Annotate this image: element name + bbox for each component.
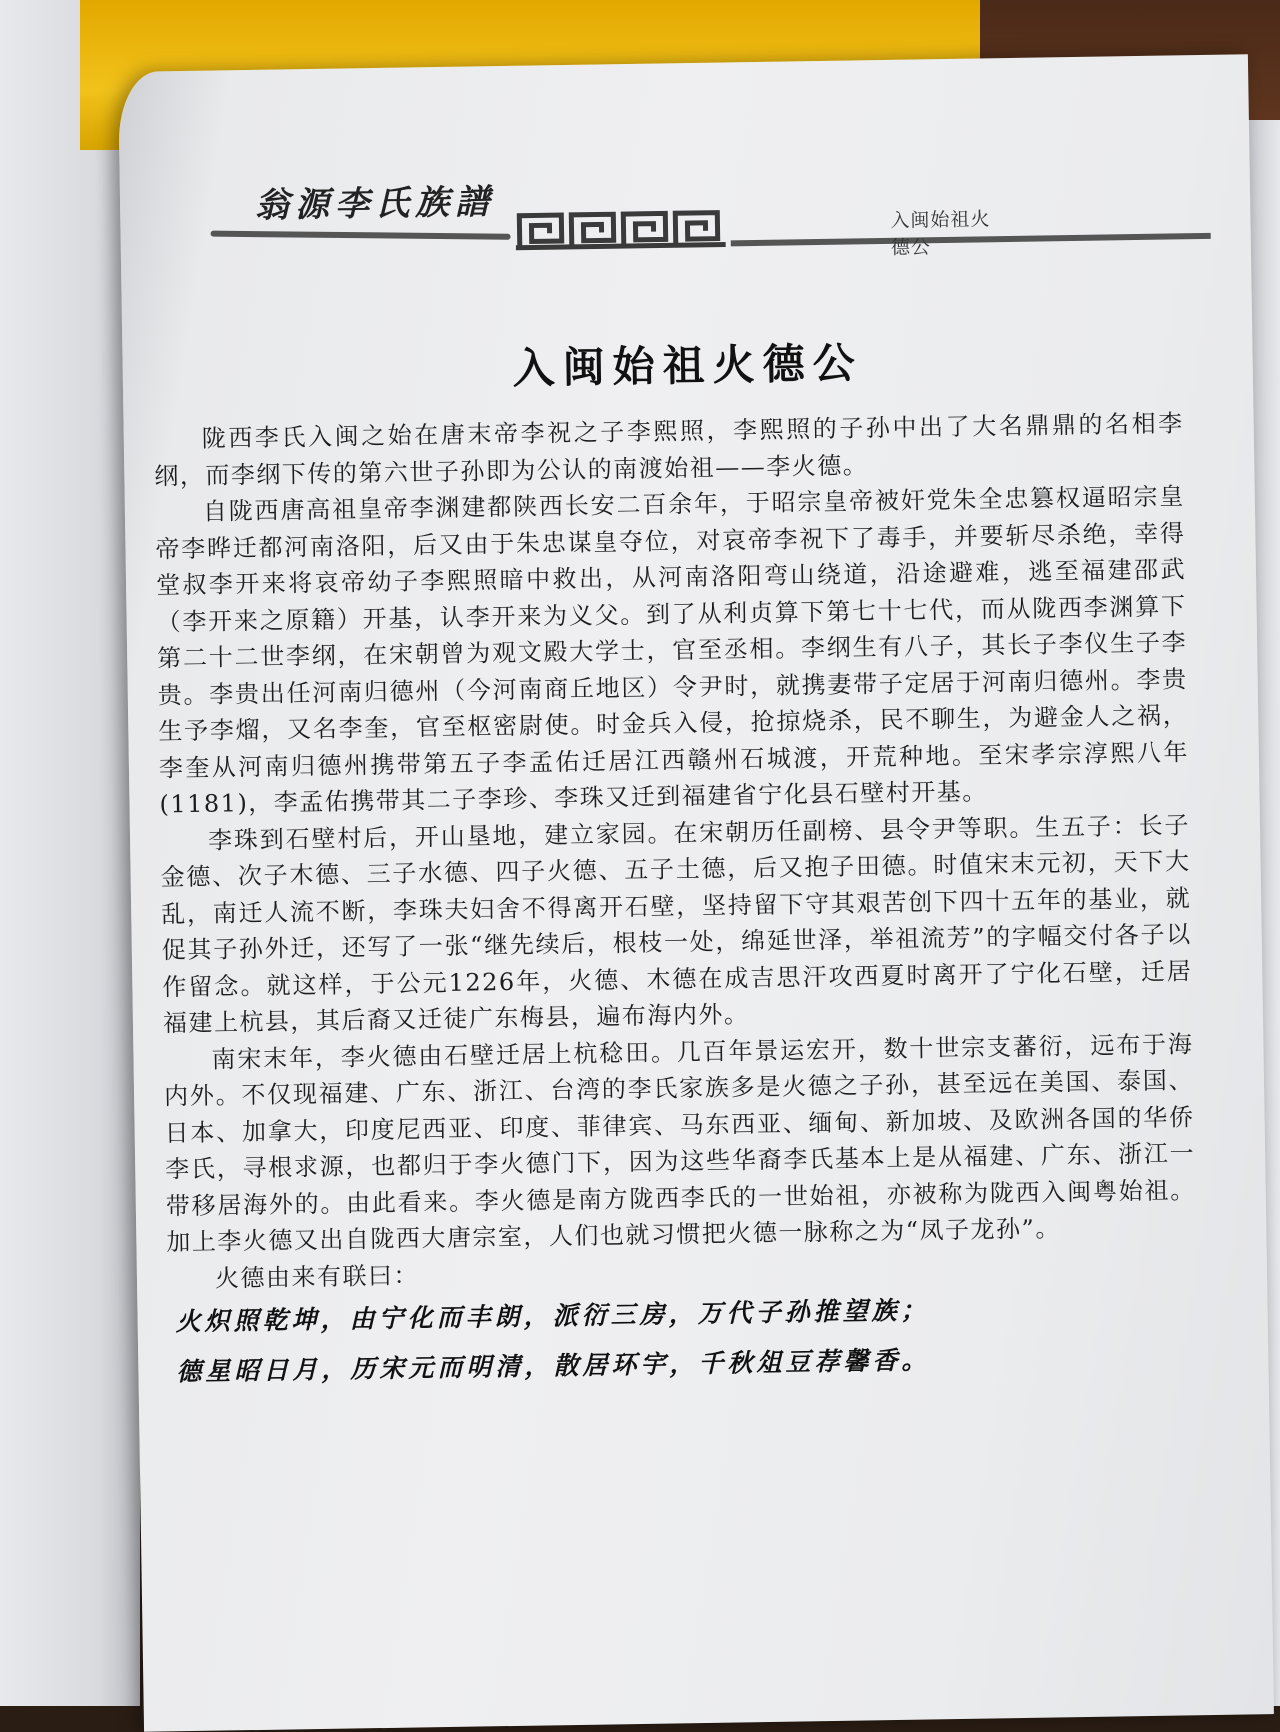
header-rule xyxy=(211,231,511,240)
book-title: 翁源李氏族譜 xyxy=(254,182,496,226)
couplet-intro: 火德由来有联曰： xyxy=(214,1260,420,1293)
paragraph: 自陇西唐高祖皇帝李渊建都陕西长安二百余年，于昭宗皇帝被奸党朱全忠篡权逼昭宗皇帝李晔迁都河南洛阳，后又由于朱忠谋皇夺位，对哀帝李祝下了毒手，并要斩尽杀绝，幸得堂叔李开来将哀帝幼子李熙照暗中救出，从河南洛阳弯山绕道，沿途避难，逃至福建邵武（李开来之原籍）开基，认李开来为义父。到了从利贞算下第七十七代，而从陇西李渊算下第二十二世李纲，在宋朝曾为观文殿大学士，官至丞相。李纲生有八子，其长子李仪生子李贵。李贵出任河南归德州（今河南商丘地区）令尹时，就携妻带子定居于河南归德州。李贵生予李熘，又名李奎，官至枢密尉使。时金兵入侵，抢掠烧杀，民不聊生，为避金人之祸，李奎从河南归德州携带第五子李孟佑迁居江西赣州石城渡，开荒种地。至宋孝宗淳熙八年(1181)，李孟佑携带其二子李珍、李珠又迁到福建省宁化县石壁村开基。 xyxy=(155,482,1190,819)
paragraph: 南宋末年，李火德由石壁迁居上杭稔田。几百年景运宏开，数十世宗支蕃衍，远布于海内外。不仅现福建、广东、浙江、台湾的李氏家族多是火德之子孙，甚至远在美国、泰国、日本、加拿大，印度尼西亚、印度、菲律宾、马东西亚、缅甸、新加坡、及欧洲各国的华侨李氏，寻根求源，也都归于李火德门下，因为这些华裔李氏基本上是从福建、广东、浙江一带移居海外的。由此看来。李火德是南方陇西李氏的一世始祖，亦被称为陇西入闽粤始祖。加上李火德又出自陇西大唐宗室，人们也就习惯把火德一脉称之为“凤子龙孙”。 xyxy=(163,1029,1196,1257)
chapter-title: 入闽始祖火德公 xyxy=(512,338,864,393)
section-title: 入闽始祖火德公 xyxy=(890,208,991,259)
paragraph: 陇西李氏入闽之始在唐末帝李祝之子李熙照，李熙照的子孙中出了大名鼎鼎的名相李纲，而李纲下传的第六世子孙即为公认的南渡始祖——李火德。 xyxy=(154,409,1184,490)
book-page xyxy=(118,54,1274,1732)
fret-pattern-ornament xyxy=(515,208,726,251)
couplet-line: 德星昭日月，历宋元而明清，散居环宇，千秋俎豆荐馨香。 xyxy=(176,1345,931,1387)
running-header xyxy=(210,166,1001,268)
paragraph: 李珠到石壁村后，开山垦地，建立家园。在宋朝历任副榜、县令尹等职。生五子：长子金德、次子木德、三子水德、四子火德、五子土德，后又抱子田德。时值宋末元初，天下大乱，南迁人流不断，李珠夫妇舍不得离开石壁，坚持留下守其艰苦创下四十五年的基业，就促其子孙外迁，还写了一张“继先续后，根枝一处，绵延世泽，举祖流芳”的字幅交付各子以作留念。就这样，于公元1226年，火德、木德在成吉思汗攻西夏时离开了宁化石壁，迁居福建上杭县，其后裔又迁徒广东梅县，遍布海内外。 xyxy=(160,810,1193,1038)
body-text xyxy=(153,405,1198,1397)
couplet-line: 火炽照乾坤，由宁化而丰朗，派衍三房，万代子孙推望族； xyxy=(175,1295,930,1337)
background-left-page xyxy=(0,0,140,1706)
